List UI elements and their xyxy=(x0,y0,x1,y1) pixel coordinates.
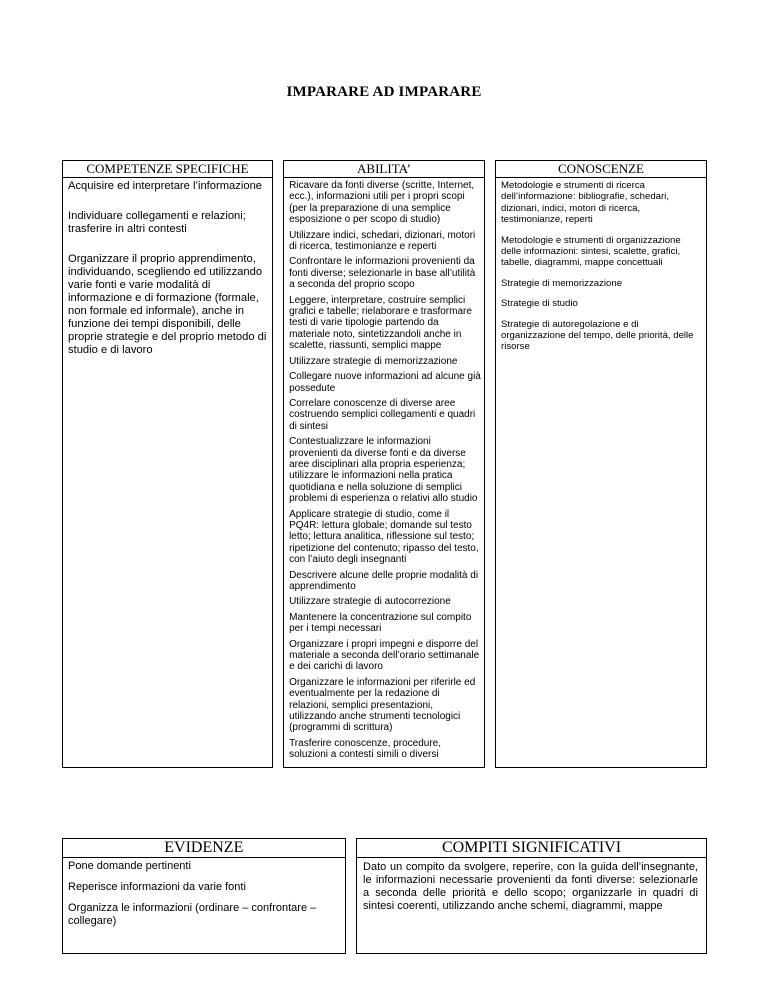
abilita-item: Collegare nuove informazioni ad alcune già possedute xyxy=(289,371,481,394)
evidence-table xyxy=(62,838,707,954)
conoscenza-item: Strategie di autoregolazione e di organizzazione del tempo, delle priorità, delle risorse xyxy=(501,318,694,353)
abilita-item: Trasferire conoscenze, procedure, soluzioni a contesti simili o diversi xyxy=(289,737,441,761)
abilita-item: Mantenere la concentrazione sul compito per i tempi necessari xyxy=(289,611,472,635)
competenza-item: Acquisire ed interpretare l’informazione xyxy=(68,180,263,192)
header-evidenze: EVIDENZE xyxy=(63,839,346,858)
header-compiti: COMPITI SIGNIFICATIVI xyxy=(357,839,707,858)
competence-table xyxy=(62,160,707,768)
abilita-item: Organizzare le informazioni per riferirle ed eventualmente per la redazione di relazioni, semplici presentazioni, utilizzando anche strumenti tecnologici (programmi di scrittura) xyxy=(289,676,476,734)
abilita-item: Organizzare i propri impegni e disporre del materiale a seconda dell’orario settimanale e dei carichi di lavoro xyxy=(289,638,480,673)
conoscenze-column xyxy=(496,178,707,768)
abilita-item: Correlare conoscenze di diverse aree costruendo semplici collegamenti e quadri di sintesi xyxy=(289,397,476,432)
abilita-column xyxy=(284,178,485,768)
conoscenza-item: Strategie di memorizzazione xyxy=(501,277,623,289)
abilita-item: Descrivere alcune delle proprie modalità di apprendimento xyxy=(289,569,479,592)
conoscenza-item: Metodologie e strumenti di organizzazione delle informazioni: sintesi, scalette, grafici, tabelle, diagrammi, mappe concettuali xyxy=(501,234,681,269)
abilita-item: Utilizzare strategie di memorizzazione xyxy=(289,355,458,367)
evidenza-item: Reperisce informazioni da varie fonti xyxy=(68,881,246,893)
header-abilita: ABILITA’ xyxy=(284,161,485,178)
compiti-column xyxy=(357,858,707,954)
abilita-item: Ricavare da fonti diverse (scritte, Internet, ecc.), informazioni utili per i propri scopi (per la preparazione di una semplice esposizione o per scopo di studio) xyxy=(289,180,475,226)
competenza-item: Organizzare il proprio apprendimento, individuando, scegliendo ed utilizzando varie fonti e varie modalità di informazione e di formazione (formale, non formale ed informale), anche in funzione dei tempi disponibili, delle proprie strategie e del proprio metodo di studio e di lavoro xyxy=(68,253,267,356)
competenze-column xyxy=(63,178,273,768)
compito-text: Dato un compito da svolgere, reperire, con la guida dell’insegnante, le informazioni necessarie provenienti da fonti diverse: selezionarle a seconda delle priorità e dello scopo; organizzarle in quadri di sintesi coerenti, utilizzando anche schemi, diagrammi, mappe xyxy=(363,861,698,912)
page-title: IMPARARE AD IMPARARE xyxy=(286,84,482,100)
abilita-item: Confrontare le informazioni provenienti da fonti diverse; selezionarle in base all’utilità a seconda del proprio scopo xyxy=(289,256,476,291)
abilita-item: Utilizzare indici, schedari, dizionari, motori di ricerca, testimonianze e reperti xyxy=(289,229,476,253)
header-conoscenze: CONOSCENZE xyxy=(496,161,707,178)
abilita-item: Applicare strategie di studio, come il PQ4R: lettura globale; domande sul testo letto; lettura analitica, riflessione sul testo; ripetizione del contenuto; ripasso del testo, con l’aiuto degli insegnanti xyxy=(289,508,479,566)
evidenza-item: Organizza le informazioni (ordinare – confrontare – collegare) xyxy=(68,902,317,927)
abilita-item: Utilizzare strategie di autocorrezione xyxy=(289,596,451,608)
header-competenze: COMPETENZE SPECIFICHE xyxy=(63,161,273,178)
abilita-item: Contestualizzare le informazioni provenienti da diverse fonti e da diverse aree disciplinari alla propria esperienza; utilizzare le informazioni nella pratica quotidiana e nella soluzione di semplici problemi di esperienza o relativi allo studio xyxy=(289,436,478,505)
evidenze-column xyxy=(63,858,346,954)
conoscenza-item: Metodologie e strumenti di ricerca dell’informazione: bibliografie, schedari, dizionari, indici, motori di ricerca, testimonianze, reperti xyxy=(501,180,669,226)
abilita-item: Leggere, interpretare, costruire semplici grafici e tabelle; rielaborare e trasformare testi di varie tipologie partendo da materiale noto, sintetizzandoli anche in scalette, riassunti, semplici mappe xyxy=(289,294,472,352)
competenza-item: Individuare collegamenti e relazioni; trasferire in altri contesti xyxy=(68,210,246,235)
conoscenza-item: Strategie di studio xyxy=(501,298,578,310)
evidenza-item: Pone domande pertinenti xyxy=(68,860,191,872)
